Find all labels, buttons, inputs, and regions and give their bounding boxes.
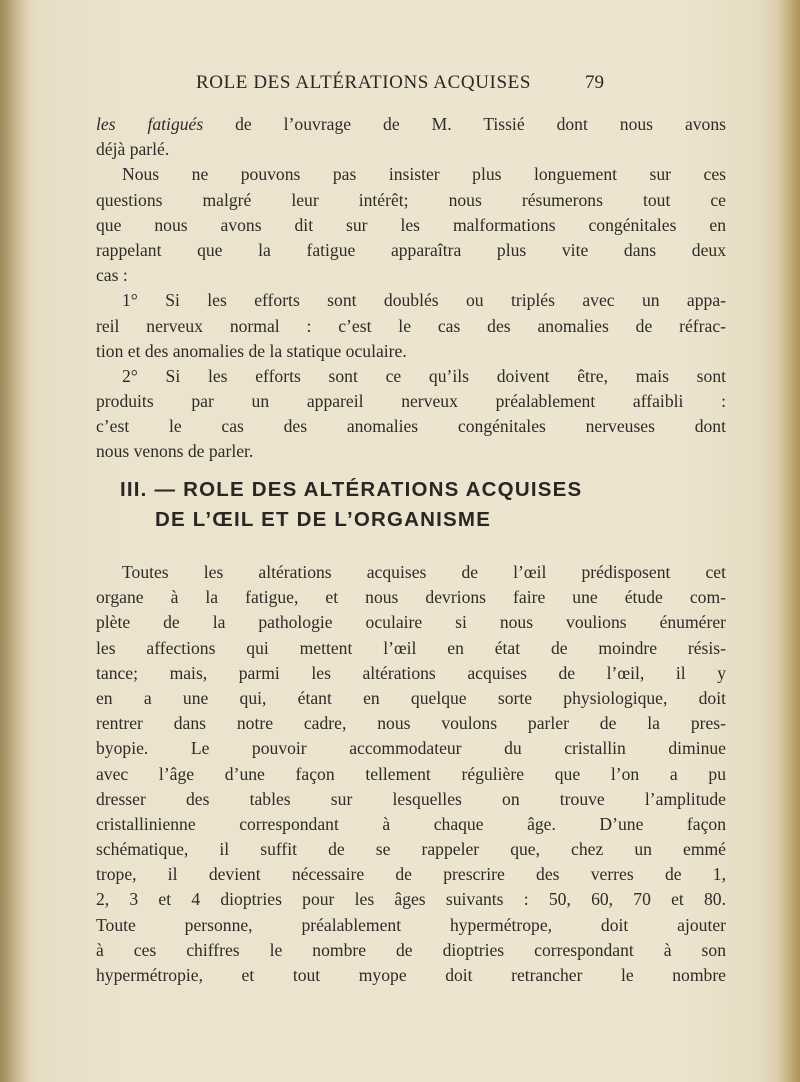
page-edge-shadow	[778, 0, 800, 1082]
text-line: en a une qui, étant en quelque sorte physiologique, doit	[96, 687, 726, 708]
text-line: tion et des anomalies de la statique oculaire.	[96, 340, 407, 361]
intro-paragraphs	[96, 112, 726, 465]
text-line: avec l’âge d’une façon tellement régulière que l’on a pu	[96, 763, 726, 784]
text-line: byopie. Le pouvoir accommodateur du cristallin diminue	[96, 738, 726, 759]
running-head: ROLE DES ALTÉRATIONS ACQUISES	[196, 72, 531, 93]
text-line: cas :	[96, 265, 128, 286]
section-heading-line-2: DE L’ŒIL ET DE L’ORGANISME	[155, 508, 492, 531]
page-header	[196, 72, 604, 98]
text-line: 1° Si les efforts sont doublés ou triplés avec un appa-	[122, 290, 726, 311]
italic-title: les fatigués	[96, 114, 204, 134]
text-line: Toutes les altérations acquises de l’œil prédisposent cet	[122, 562, 726, 582]
text-line: produits par un appareil nerveux préalablement affaibli :	[96, 391, 726, 412]
text-line: nous venons de parler.	[96, 441, 254, 462]
text-line: dresser des tables sur lesquelles on trouve l’amplitude	[96, 788, 726, 809]
section-heading	[120, 478, 720, 538]
text-line: schématique, il suffit de se rappeler que, chez un emmé	[96, 839, 726, 860]
page-spine-shadow	[0, 0, 30, 1082]
text-line: Nous ne pouvons pas insister plus longuement sur ces	[122, 164, 726, 185]
text-line: 2° Si les efforts sont ce qu’ils doivent être, mais sont	[122, 365, 726, 386]
text-line: organe à la fatigue, et nous devrions faire une étude com-	[96, 587, 726, 608]
text-line: cristallinienne correspondant à chaque âge. D’une façon	[96, 813, 726, 834]
text-line: hypermétropie, et tout myope doit retrancher le nombre	[96, 965, 726, 985]
section-heading-line-1: III. — ROLE DES ALTÉRATIONS ACQUISES	[120, 478, 583, 501]
text-line: trope, il devient nécessaire de prescrire des verres de 1,	[96, 864, 726, 885]
text-line: à ces chiffres le nombre de dioptries correspondant à son	[96, 939, 726, 960]
text-line: les fatigués de l’ouvrage de M. Tissié dont nous avons	[96, 114, 726, 134]
text-line: 2, 3 et 4 dioptries pour les âges suivants : 50, 60, 70 et 80.	[96, 889, 726, 910]
text-line: rappelant que la fatigue apparaîtra plus vite dans deux	[96, 239, 726, 260]
text-line: rentrer dans notre cadre, nous voulons parler de la pres-	[96, 713, 726, 734]
text-line: déjà parlé.	[96, 139, 170, 160]
page-number: 79	[585, 72, 604, 93]
text-line: les affections qui mettent l’œil en état de moindre résis-	[96, 637, 726, 658]
text-line: plète de la pathologie oculaire si nous voulions énumérer	[96, 612, 726, 633]
text-line: c’est le cas des anomalies congénitales nerveuses dont	[96, 416, 726, 437]
text-line: Toute personne, préalablement hypermétrope, doit ajouter	[96, 914, 726, 935]
text-line: questions malgré leur intérêt; nous résumerons tout ce	[96, 189, 726, 210]
text-line: tance; mais, parmi les altérations acquises de l’œil, il y	[96, 662, 726, 683]
text-line: que nous avons dit sur les malformations congénitales en	[96, 214, 726, 235]
text-line: reil nerveux normal : c’est le cas des anomalies de réfrac-	[96, 315, 726, 336]
body-paragraph	[96, 560, 726, 988]
